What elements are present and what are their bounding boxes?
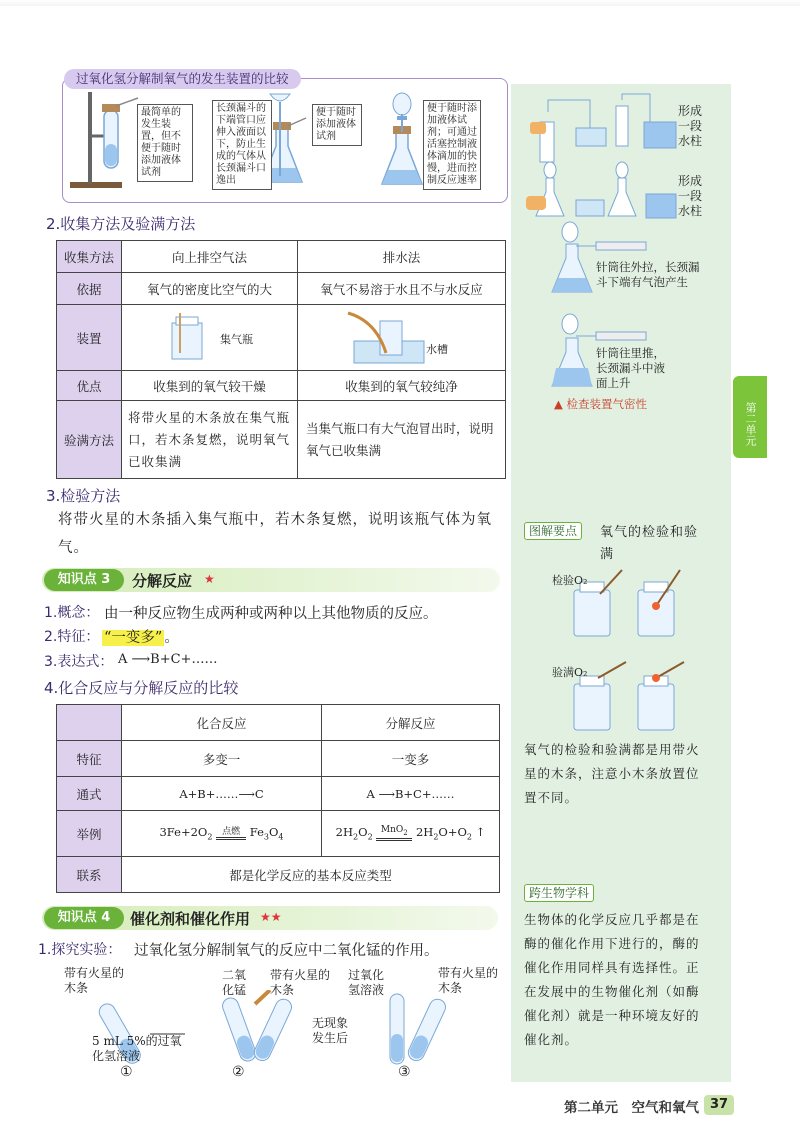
test-label: 检验O₂ [552, 574, 588, 587]
form-column-2: 形成一段水柱 [678, 174, 703, 218]
table-header: 收集方法 [57, 241, 122, 273]
label-bottle: 集气瓶 [220, 333, 253, 346]
knowledge-point-4-pill: 知识点 4 [44, 907, 124, 929]
knowledge-point-3-title: 分解反应 [132, 572, 193, 590]
table-cell: 验满方法 [57, 401, 122, 479]
table-cell: 优点 [57, 371, 122, 401]
table-cell: A+B+……⟶C [122, 777, 322, 811]
collection-methods-table [56, 240, 506, 479]
gas-bottle-icon [162, 313, 222, 363]
table-cell: 多变一 [122, 741, 322, 777]
table-cell: 举例 [57, 811, 122, 857]
bio-text: 生物体的化学反应几乎都是在酶的催化作用下进行的，酶的催化作用同样具有选择性。正在发展中的生物催化剂（如酶催化剂）就是一种环境友好的催化剂。 [524, 912, 700, 1047]
full-label: 验满O₂ [552, 666, 588, 679]
table-header: 排水法 [298, 241, 506, 273]
eq1-left: 3Fe+2O [159, 825, 208, 840]
section-3-text: 将带火星的木条插入集气瓶中，若木条复燃，说明该瓶气体为氧气。 [58, 512, 492, 556]
exp-label-4: 带有火星的木条 [270, 968, 331, 997]
table-header: 分解反应 [322, 705, 500, 741]
reaction-comparison-table [56, 704, 500, 893]
importance-star: ★ [204, 572, 215, 586]
tip-text: 氧气的检验和验满都是用带火星的木条，注意小木条放置位置不同。 [524, 742, 700, 805]
water-trough-icon [346, 311, 436, 367]
water-displacement-device-cell [298, 305, 506, 371]
section-3-heading: 3.检验方法 [46, 487, 121, 505]
diagram-tips-badge: 图解要点 [524, 522, 582, 540]
section-2-heading: 2.收集方法及验满方法 [46, 215, 196, 233]
table-cell: 一变多 [322, 741, 500, 777]
knowledge-point-4-title: 催化剂和催化作用 [130, 910, 251, 928]
exp-label-3: 二氧化锰 [222, 968, 247, 997]
table-cell: 通式 [57, 777, 122, 811]
table-cell: 收集到的氧气较纯净 [298, 371, 506, 401]
top-divider [0, 0, 800, 6]
apparatus-note-1: 最简单的发生装置，但不便于随时添加液体试剂 [137, 104, 193, 182]
table-cell: 联系 [57, 857, 122, 893]
page-number: 37 [704, 1095, 734, 1115]
example-combination: $3Fe+2O_2$ 点燃 $Fe_3O_4$ [122, 811, 322, 857]
exp-label-6: 过氧化氢溶液 [348, 968, 385, 997]
eq2-left: 2H [335, 825, 354, 840]
oxygen-test-drawings [540, 566, 710, 736]
table-cell: 将带火星的木条放在集气瓶口，若木条复燃，说明氧气已收集满 [122, 401, 298, 479]
expression-label: 3.表达式： [44, 654, 114, 670]
push-note: 针筒往里推，长颈漏斗中液面上升 [596, 346, 665, 390]
exp-number-3: ③ [398, 1064, 411, 1080]
table-cell: 氧气的密度比空气的大 [122, 273, 298, 305]
eq2-condition: MnO [380, 825, 404, 836]
exp-label-7: 带有火星的木条 [438, 966, 499, 995]
table-cell: 氧气不易溶于水且不与水反应 [298, 273, 506, 305]
airtightness-caption: ▲ 检查装置气密性 [554, 397, 647, 411]
apparatus-comparison-title: 过氧化氢分解制氧气的发生装置的比较 [64, 69, 301, 89]
exp-label-1: 带有火星的木条 [64, 966, 125, 995]
importance-stars: ★★ [260, 910, 282, 924]
air-displacement-device-cell [122, 305, 298, 371]
feature-end: 。 [164, 630, 179, 646]
footer-unit: 第二单元 空气和氧气 [564, 1100, 699, 1116]
feature-highlight: “一变多” [104, 630, 163, 646]
eq1-right: Fe [249, 825, 264, 840]
table-cell: 当集气瓶口有大气泡冒出时，说明氧气已收集满 [298, 401, 506, 479]
cross-subject-badge: 跨生物学科 [524, 884, 594, 902]
label-trough: 水槽 [426, 343, 448, 356]
eq1-condition: 点燃 [222, 826, 241, 837]
unit-tab: 第二单元 [733, 376, 767, 458]
comparison-heading: 4.化合反应与分解反应的比较 [44, 679, 239, 697]
exp-number-1: ① [120, 1064, 133, 1080]
concept-text: 由一种反应物生成两种或两种以上其他物质的反应。 [104, 606, 438, 622]
feature-label: 2.特征： [44, 629, 100, 645]
example-decomposition: $2H_2O_2$ MnO$_2$ $2H_2O+O_2$ ↑ [322, 811, 500, 857]
apparatus-note-2: 长颈漏斗的下端管口应伸入液面以下，防止生成的气体从长颈漏斗口逸出 [212, 100, 272, 190]
table-cell: 特征 [57, 741, 122, 777]
table-cell: 都是化学反应的基本反应类型 [122, 857, 500, 893]
experiment-label: 1.探究实验： [38, 942, 122, 958]
tip-title: 氧气的检验和验满 [600, 525, 699, 562]
table-header: 向上排空气法 [122, 241, 298, 273]
table-cell: 依据 [57, 273, 122, 305]
expression-text: A ⟶B+C+…… [118, 652, 218, 667]
pull-note: 针筒往外拉，长颈漏斗下端有气泡产生 [596, 260, 700, 289]
table-cell: 装置 [57, 305, 122, 371]
table-header [57, 705, 122, 741]
table-cell: 收集到的氧气较干燥 [122, 371, 298, 401]
apparatus-note-3: 便于随时添加液体试剂 [312, 104, 362, 146]
exp-number-2: ② [232, 1064, 245, 1080]
experiment-text: 过氧化氢分解制氧气的反应中二氧化锰的作用。 [134, 943, 439, 959]
apparatus-note-4: 便于随时添加液体试剂；可通过活塞控制液体滴加的快慢，进而控制反应速率 [423, 100, 481, 190]
table-header: 化合反应 [122, 705, 322, 741]
exp-label-2: 5 mL 5%的过氧化氢溶液 [92, 1034, 182, 1063]
knowledge-point-3-pill: 知识点 3 [44, 569, 124, 591]
exp-label-5: 无现象发生后 [312, 1016, 349, 1045]
form-column-1: 形成一段水柱 [678, 104, 703, 148]
concept-label: 1.概念： [44, 605, 100, 621]
eq2-right: 2H [415, 825, 434, 840]
feature-text [102, 626, 179, 647]
table-cell: A ⟶B+C+…… [322, 777, 500, 811]
